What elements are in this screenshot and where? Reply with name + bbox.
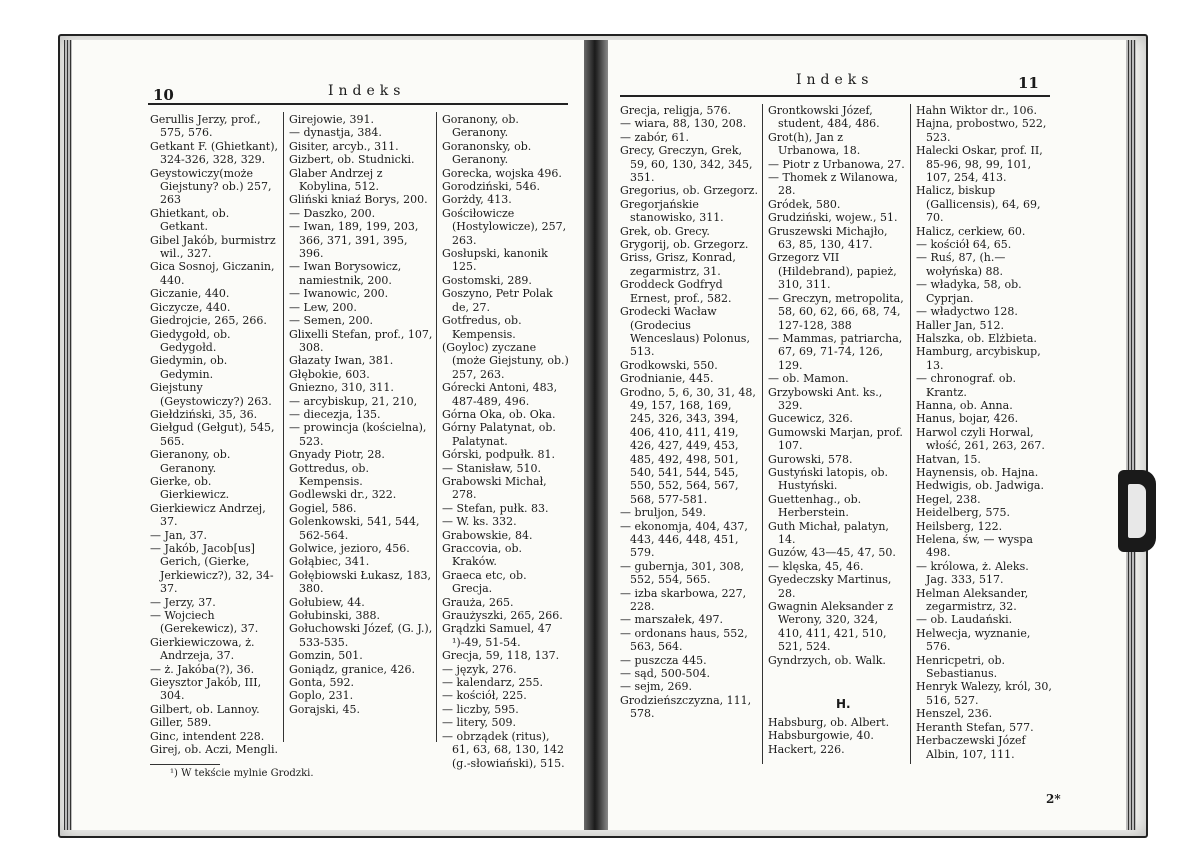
index-entry: Girej, ob. Aczi, Mengli. <box>150 743 278 757</box>
index-entry: Grodecki Wacław (Grodecius Wenceslaus) Polonus, 513. <box>620 305 750 359</box>
index-entry: Hedwigis, ob. Jadwiga. <box>916 479 1044 493</box>
index-entry: — arcybiskup, 21, 210, <box>289 394 418 408</box>
index-entry: Gwagnin Aleksander z Werony, 320, 324, 410, 411, 421, 510, 521, 524. <box>768 600 894 654</box>
index-entry: — kościół, 225. <box>442 689 527 703</box>
index-entry: Grabowski Michał, 278. <box>442 474 547 502</box>
index-entry: (Goyloc) zyczane (może Giejstuny, ob.) 257, 263. <box>442 340 569 381</box>
left-page-edge <box>64 40 72 830</box>
index-entry: Grudziński, wojew., 51. <box>768 211 898 225</box>
index-entry: Gogiel, 586. <box>289 501 357 515</box>
index-entry: Giejstuny (Geystowiczy?) 263. <box>150 381 272 408</box>
index-entry: Girejowie, 391. <box>289 113 375 126</box>
index-entry: Gruszewski Michajło, 63, 85, 130, 417. <box>768 224 888 252</box>
right-column-2 <box>768 104 906 667</box>
page-clip-icon <box>1118 470 1156 552</box>
index-entry: Gyedeczsky Martinus, 28. <box>768 573 892 600</box>
index-entry: — klęska, 45, 46. <box>768 559 864 573</box>
index-entry: Graccovia, ob. Kraków. <box>442 542 522 569</box>
index-entry: — kościół 64, 65. <box>916 238 1012 252</box>
index-entry: Henryk Walezy, król, 30, 516, 527. <box>916 680 1052 707</box>
index-entry: Ghietkant, ob. Getkant. <box>150 206 230 234</box>
index-entry: — zabór, 61. <box>620 130 690 144</box>
left-column-3 <box>442 113 570 770</box>
index-entry: — Wojciech (Gerekewicz), 37. <box>150 609 259 636</box>
index-entry: Gustyński latopis, ob. Hustyński. <box>768 465 889 493</box>
index-entry: Grygorij, ob. Grzegorz. <box>620 238 749 252</box>
index-entry: Grzybowski Ant. ks., 329. <box>768 385 883 412</box>
index-entry: Herbaczewski Józef Albin, 107, 111. <box>916 734 1026 761</box>
index-entry: Gosłupski, kanonik 125. <box>442 247 548 274</box>
index-entry: Giczycze, 440. <box>150 300 231 314</box>
index-entry: Górecki Antoni, 483, 487-489, 496. <box>442 381 558 408</box>
index-entry: — Thomek z Wilanowa, 28. <box>768 171 898 198</box>
right-page-edge <box>1126 40 1136 830</box>
index-entry: Hackert, 226. <box>768 742 845 756</box>
index-entry: — Iwanowic, 200. <box>289 287 389 301</box>
index-entry: — sejm, 269. <box>620 680 692 694</box>
right-column-rule-1 <box>762 104 763 764</box>
index-entry: Gregorius, ob. Grzegorz. <box>620 184 758 198</box>
index-entry: — ob. Laudański. <box>916 613 1013 627</box>
index-entry: Glixelli Stefan, prof., 107, 308. <box>289 327 433 354</box>
index-entry: Haynensis, ob. Hajna. <box>916 465 1039 479</box>
index-entry: — królowa, ż. Aleks. Jag. 333, 517. <box>916 559 1029 587</box>
index-entry: Gottredus, ob. Kempensis. <box>289 461 369 488</box>
index-entry: Giedymin, ob. Gedymin. <box>150 354 228 381</box>
index-entry: Gołębiowski Łukasz, 183, 380. <box>289 568 432 596</box>
index-entry: — obrządek (ritus), 61, 63, 68, 130, 142 (g.-słowiański), 515. <box>442 729 565 770</box>
index-entry: Getkant F. (Ghietkant), 324-326, 328, 329. <box>150 139 278 167</box>
index-entry: Groddeck Godfryd Ernest, prof., 582. <box>620 278 732 305</box>
left-header-rule <box>148 103 568 105</box>
index-entry: Heilsberg, 122. <box>916 519 1003 533</box>
index-entry: Grabowskie, 84. <box>442 528 533 542</box>
left-column-2 <box>289 113 434 716</box>
index-entry: — Greczyn, metropolita, 58, 60, 62, 66, 68, 74, 127-128, 388 <box>768 291 904 332</box>
right-page-number: 11 <box>1018 74 1039 92</box>
index-entry: Gerullis Jerzy, prof., 575, 576. <box>150 113 261 140</box>
index-entry: Graeca etc, ob. Grecja. <box>442 568 527 596</box>
index-entry: Graużyszki, 265, 266. <box>442 609 563 623</box>
index-entry: — diecezja, 135. <box>289 407 381 421</box>
index-entry: Gisiter, arcyb., 311. <box>289 139 399 153</box>
index-entry: Gierkiewiczowa, ż. Andrzeja, 37. <box>150 635 255 663</box>
index-entry: — władyka, 58, ob. Cyprjan. <box>916 278 1022 305</box>
index-entry: Golwice, jezioro, 456. <box>289 542 410 555</box>
index-entry: Heidelberg, 575. <box>916 506 1011 520</box>
index-entry: Gilbert, ob. Lannoy. <box>150 702 260 716</box>
right-column-rule-2 <box>910 104 911 764</box>
left-column-rule-1 <box>283 112 284 742</box>
index-entry: Gotfredus, ob. Kempensis. <box>442 314 522 341</box>
index-entry: — Jakób, Jacob[us] Gerich, (Gierke, Jerkiewicz?), 32, 34-37. <box>150 542 274 596</box>
index-entry: Grecja, religja, 576. <box>620 104 731 117</box>
right-column-1 <box>620 104 758 721</box>
index-entry: — kalendarz, 255. <box>442 676 543 690</box>
h-section-entries <box>768 716 906 756</box>
index-entry: — W. ks. 332. <box>442 515 517 529</box>
index-entry: Gostomski, 289. <box>442 273 532 287</box>
index-entry: Giełgud (Gełgut), 545, 565. <box>150 421 275 448</box>
index-entry: Głębokie, 603. <box>289 367 370 381</box>
index-entry: Goszyno, Petr Polak de, 27. <box>442 287 553 314</box>
index-entry: Giller, 589. <box>150 716 212 730</box>
index-entry: Harwol czyli Horwal, włość, 261, 263, 267. <box>916 425 1045 453</box>
section-heading-h: H. <box>836 697 851 711</box>
index-entry: — Ruś, 87, (h.—wołyńska) 88. <box>916 251 1006 278</box>
index-entry: Giczanie, 440. <box>150 287 230 301</box>
index-entry: Hegel, 238. <box>916 492 981 506</box>
index-entry: Grodkowski, 550. <box>620 358 718 372</box>
index-entry: — władyctwo 128. <box>916 305 1018 319</box>
index-entry: Gierke, ob. Gierkiewicz. <box>150 474 230 502</box>
index-entry: Grecja, 59, 118, 137. <box>442 649 560 663</box>
index-entry: Grodzieńszczyzna, 111, 578. <box>620 693 752 721</box>
index-entry: Gniezno, 310, 311. <box>289 381 394 395</box>
index-entry: Goplo, 231. <box>289 689 354 703</box>
index-entry: Górny Palatynat, ob. Palatynat. <box>442 421 556 448</box>
index-entry: Helena, św, — wyspa 498. <box>916 533 1033 560</box>
index-entry: Haller Jan, 512. <box>916 318 1004 332</box>
index-entry: — izba skarbowa, 227, 228. <box>620 586 747 614</box>
index-entry: Gieranony, ob. Geranony. <box>150 448 231 475</box>
index-entry: Gościłowicze (Hostylowicze), 257, 263. <box>442 206 567 247</box>
index-entry: Gołubinski, 388. <box>289 609 381 623</box>
index-entry: Goranony, ob. Geranony. <box>442 113 519 140</box>
index-entry: — chronograf. ob. Krantz. <box>916 372 1017 399</box>
index-entry: Halicz, cerkiew, 60. <box>916 224 1026 238</box>
index-entry: Gizbert, ob. Studnicki. <box>289 153 415 167</box>
index-entry: Habsburg, ob. Albert. <box>768 716 890 729</box>
index-entry: Halecki Oskar, prof. II, 85-96, 98, 99, 101, 107, 254, 413. <box>916 144 1043 185</box>
index-entry: — litery, 509. <box>442 716 516 730</box>
index-entry: — ordonans haus, 552, 563, 564. <box>620 626 748 654</box>
index-entry: Gibel Jakób, burmistrz wil., 327. <box>150 233 276 261</box>
index-entry: Gonta, 592. <box>289 676 354 690</box>
index-entry: Grauża, 265. <box>442 595 514 609</box>
index-entry: — Mammas, patriarcha, 67, 69, 71-74, 126, 129. <box>768 331 903 372</box>
index-entry: Grontkowski Józef, student, 484, 486. <box>768 104 880 131</box>
index-entry: Górski, podpułk. 81. <box>442 448 556 462</box>
index-entry: Gucewicz, 326. <box>768 412 853 426</box>
index-entry: — ż. Jakóba(?), 36. <box>150 662 255 676</box>
index-entry: Gyndrzych, ob. Walk. <box>768 653 886 667</box>
index-entry: Gica Sosnoj, Giczanin, 440. <box>150 260 275 287</box>
footnote-rule <box>150 764 220 765</box>
index-entry: — gubernja, 301, 308, 552, 554, 565. <box>620 559 744 587</box>
index-entry: Gregorjańskie stanowisko, 311. <box>620 197 724 225</box>
index-entry: — Jerzy, 37. <box>150 595 216 609</box>
left-running-title: Indeks <box>328 83 406 99</box>
index-entry: Heranth Stefan, 577. <box>916 720 1034 734</box>
index-entry: Gnyady Piotr, 28. <box>289 448 385 462</box>
index-entry: — Daszko, 200. <box>289 206 376 220</box>
index-entry: — ob. Mamon. <box>768 372 849 386</box>
index-entry: — Jan, 37. <box>150 528 208 542</box>
index-entry: Helwecja, wyznanie, 576. <box>916 626 1031 654</box>
index-entry: — sąd, 500-504. <box>620 667 710 681</box>
footnote: ¹) W tekście mylnie Grodzki. <box>170 768 314 779</box>
index-entry: Gliński kniaź Borys, 200. <box>289 193 428 207</box>
index-entry: Grodnianie, 445. <box>620 372 714 386</box>
index-entry: Gomzin, 501. <box>289 649 363 663</box>
index-entry: Golenkowski, 541, 544, 562-564. <box>289 515 420 542</box>
index-entry: Gródek, 580. <box>768 197 841 211</box>
left-column-1 <box>150 113 280 757</box>
index-entry: Głazaty Iwan, 381. <box>289 354 394 368</box>
right-running-title: Indeks <box>796 72 874 88</box>
right-header-rule <box>620 95 1050 97</box>
index-entry: — język, 276. <box>442 662 517 676</box>
index-entry: Giedrojcie, 265, 266. <box>150 314 267 328</box>
index-entry: Hanna, ob. Anna. <box>916 398 1013 412</box>
index-entry: Giełdziński, 35, 36. <box>150 407 258 421</box>
index-entry: Ginc, intendent 228. <box>150 729 265 743</box>
index-entry: Górna Oka, ob. Oka. <box>442 407 556 421</box>
book-gutter <box>584 40 608 830</box>
index-entry: — dynastja, 384. <box>289 126 382 140</box>
index-entry: — Piotr z Urbanowa, 27. <box>768 157 905 171</box>
index-entry: Hamburg, arcybiskup, 13. <box>916 345 1041 372</box>
index-entry: Guettenhag., ob. Herberstein. <box>768 492 862 520</box>
index-entry: Gierkiewicz Andrzej, 37. <box>150 501 266 529</box>
index-entry: Gieysztor Jakób, III, 304. <box>150 676 262 703</box>
index-entry: Gumowski Marjan, prof. 107. <box>768 425 903 453</box>
index-entry: Henszel, 236. <box>916 707 993 721</box>
printer-signature: 2* <box>1046 792 1061 806</box>
index-entry: Guth Michał, palatyn, 14. <box>768 519 889 546</box>
index-entry: Gołąbiec, 341. <box>289 555 370 569</box>
index-entry: — Stanisław, 510. <box>442 461 541 475</box>
index-entry: Hahn Wiktor dr., 106. <box>916 104 1037 117</box>
index-entry: Goniądz, granice, 426. <box>289 662 416 676</box>
index-entry: — liczby, 595. <box>442 702 519 716</box>
index-entry: Gorajski, 45. <box>289 702 360 716</box>
index-entry: Gorecka, wojska 496. <box>442 166 562 180</box>
index-entry: Gołubiew, 44. <box>289 595 365 609</box>
index-entry: Hanus, bojar, 426. <box>916 412 1019 426</box>
index-entry: — Stefan, pułk. 83. <box>442 501 549 515</box>
index-entry: Habsburgowie, 40. <box>768 729 874 743</box>
index-entry: — wiara, 88, 130, 208. <box>620 117 747 131</box>
index-entry: Henricpetri, ob. Sebastianus. <box>916 653 1006 681</box>
index-entry: Hatvan, 15. <box>916 452 981 466</box>
index-entry: — ekonomja, 404, 437, 443, 446, 448, 451, 579. <box>620 519 748 560</box>
index-entry: — Semen, 200. <box>289 314 374 328</box>
index-entry: Gurowski, 578. <box>768 452 853 466</box>
index-entry: — Iwan Borysowicz, namiestnik, 200. <box>289 260 402 287</box>
left-column-rule-2 <box>436 112 437 742</box>
index-entry: Guzów, 43—45, 47, 50. <box>768 546 896 560</box>
index-entry: Geystowiczy(może Giejstuny? ob.) 257, 263 <box>150 166 272 207</box>
index-entry: Grecy, Greczyn, Grek, 59, 60, 130, 342, 345, 351. <box>620 144 753 185</box>
index-entry: Godlewski dr., 322. <box>289 488 397 502</box>
index-entry: Griss, Grisz, Konrad, zegarmistrz, 31. <box>620 251 736 278</box>
left-page-number: 10 <box>153 86 174 104</box>
index-entry: Grzegorz VII (Hildebrand), papież, 310, 311. <box>768 251 897 292</box>
index-entry: — prowincja (kościelna), 523. <box>289 421 427 448</box>
right-column-3 <box>916 104 1052 761</box>
index-entry: — Iwan, 189, 199, 203, 366, 371, 391, 395, 396. <box>289 220 419 261</box>
index-entry: Grot(h), Jan z Urbanowa, 18. <box>768 130 861 158</box>
index-entry: — marszałek, 497. <box>620 613 723 627</box>
index-entry: Gołuchowski Józef, (G. J.), 533-535. <box>289 622 433 649</box>
index-entry: Grodno, 5, 6, 30, 31, 48, 49, 157, 168, 169, 245, 326, 343, 394, 406, 410, 411, 419, 426, 427, 449, 453, 485, 492, 498, 501, 540, 541, 544, 545, 550, 552, 564, 567, 568, 577-581. <box>620 385 756 506</box>
index-entry: Hajna, probostwo, 522, 523. <box>916 117 1047 144</box>
index-entry: Goranonsky, ob. Geranony. <box>442 139 532 167</box>
index-entry: Gorodziński, 546. <box>442 180 541 194</box>
index-entry: Gorżdy, 413. <box>442 193 512 207</box>
index-entry: Glaber Andrzej z Kobylina, 512. <box>289 166 383 194</box>
index-entry: Helman Aleksander, zegarmistrz, 32. <box>916 586 1029 614</box>
index-entry: Giedygołd, ob. Gedygołd. <box>150 327 231 354</box>
index-entry: — bruljon, 549. <box>620 506 707 520</box>
index-entry: Halicz, biskup (Gallicensis), 64, 69, 70. <box>916 184 1041 225</box>
index-entry: Halszka, ob. Elżbieta. <box>916 331 1037 345</box>
index-entry: Grek, ob. Grecy. <box>620 224 710 238</box>
index-entry: — puszcza 445. <box>620 653 707 667</box>
index-entry: Grądzki Samuel, 47 ¹)-49, 51-54. <box>442 622 552 649</box>
index-entry: — Lew, 200. <box>289 300 357 314</box>
